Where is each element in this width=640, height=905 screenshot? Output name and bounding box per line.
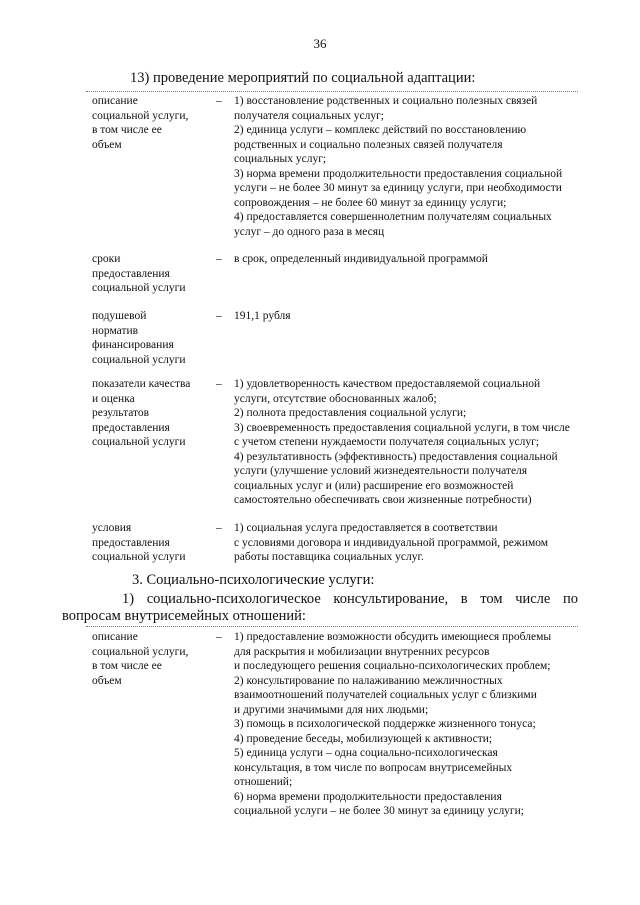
content-line: и другими значимыми для них людьми;: [234, 703, 429, 716]
rule-top: [86, 91, 578, 92]
content-line: с учетом степени нуждаемости получателя социальных услуг;: [234, 436, 540, 448]
label-line: финансирования: [92, 339, 174, 351]
subheading-word: числе: [515, 591, 551, 607]
label-line: социальной услуги: [92, 353, 186, 366]
content-line: социальных услуг и (или) расширение его возможностей: [234, 479, 514, 492]
per-capita-standard-content: [234, 309, 574, 324]
section-3-heading: 3. Социально-психологические услуги:: [132, 572, 375, 588]
label-line: в том числе ее: [92, 124, 162, 136]
content-line: 191,1 рубля: [234, 310, 291, 322]
dash-separator: –: [216, 631, 222, 643]
service-conditions-label: [92, 521, 212, 565]
label-line: показатели качества: [92, 378, 191, 390]
content-line: 1) восстановление родственных и социально полезных связей: [234, 95, 538, 107]
label-line: предоставления: [92, 267, 170, 280]
label-line: социальной услуги: [92, 551, 186, 563]
content-line: и последующего решения социально-психологических проблем;: [234, 660, 551, 672]
content-line: 2) полнота предоставления социальной услуги;: [234, 407, 467, 419]
rule-section-3: [86, 626, 578, 627]
label-line: условия: [92, 522, 132, 534]
service-description-content: [234, 94, 574, 239]
label-line: социальной услуги: [92, 282, 186, 294]
label-line: предоставления: [92, 536, 170, 549]
subheading-word: по: [562, 591, 578, 607]
content-line: в срок, определенный индивидуальной программой: [234, 253, 488, 265]
subheading-word: в: [460, 591, 468, 607]
content-line: родственных и социально полезных связей получателя: [234, 138, 503, 151]
psych-service-description-content: [234, 630, 574, 819]
content-line: услуги, отсутствие обоснованных жалоб;: [234, 392, 437, 405]
quality-indicators-content: [234, 377, 574, 508]
content-line: 4) результативность (эффективность) предоставления социальной: [234, 450, 558, 463]
subheading-word: социально-психологическое: [146, 591, 321, 607]
content-line: взаимоотношений получателей социальных услуг с близкими: [234, 689, 537, 701]
content-line: услуг – до одного раза в месяц: [234, 225, 385, 238]
content-line: услуги (улучшение условий жизнедеятельности получателя: [234, 465, 528, 477]
content-line: 1) удовлетворенность качеством предоставляемой социальной: [234, 378, 541, 390]
dash-separator: –: [216, 310, 222, 322]
service-terms-label: [92, 252, 212, 296]
per-capita-standard-label: [92, 309, 212, 367]
content-line: услуги – не более 30 минут за единицу услуги, при необходимости: [234, 182, 562, 194]
quality-indicators-label: [92, 377, 212, 450]
dash-separator: –: [216, 378, 222, 390]
content-line: 3) своевременность предоставления социальной услуги, в том числе: [234, 421, 570, 434]
label-line: норматив: [92, 324, 139, 337]
content-line: 1) предоставление возможности обсудить имеющиеся проблемы: [234, 631, 552, 643]
page-number: 36: [313, 36, 327, 51]
dash-separator: –: [216, 253, 222, 265]
content-line: социальной услуги – не более 30 минут за единицу услуги;: [234, 805, 524, 817]
content-line: самостоятельно обеспечивать свои жизненные потребности): [234, 494, 532, 506]
label-line: объем: [92, 138, 122, 151]
label-line: объем: [92, 674, 122, 687]
label-line: подушевой: [92, 310, 147, 322]
service-conditions-content: [234, 521, 574, 565]
psych-service-description-label: [92, 630, 212, 688]
section-3-subheading-line1: [122, 591, 578, 608]
label-line: описание: [92, 631, 138, 643]
subheading-word: консультирование,: [333, 591, 449, 607]
label-line: социальной услуги,: [92, 645, 189, 658]
content-line: 3) помощь в психологической поддержке жизненного тонуса;: [234, 718, 536, 730]
content-line: получателя социальных услуг;: [234, 109, 384, 122]
label-line: описание: [92, 95, 138, 107]
content-line: 4) проведение беседы, мобилизующей к активности;: [234, 732, 493, 745]
label-line: сроки: [92, 253, 121, 265]
label-line: социальной услуги: [92, 436, 186, 448]
label-line: социальной услуги,: [92, 109, 189, 122]
section-3-subheading-line2: вопросам внутрисемейных отношений:: [62, 608, 306, 624]
content-line: 5) единица услуги – одна социально-психологическая: [234, 747, 498, 759]
content-line: 4) предоставляется совершеннолетним получателям социальных: [234, 211, 552, 223]
label-line: в том числе ее: [92, 660, 162, 672]
service-terms-content: [234, 252, 574, 267]
dash-separator: –: [216, 95, 222, 107]
content-line: с условиями договора и индивидуальной программой, режимом: [234, 536, 549, 549]
service-description-label: [92, 94, 212, 152]
content-line: 2) консультирование по налаживанию межличностных: [234, 674, 503, 687]
content-line: отношений;: [234, 776, 293, 788]
content-line: работы поставщика социальных услуг.: [234, 551, 424, 563]
content-line: для раскрытия и мобилизации внутренних ресурсов: [234, 645, 490, 658]
section-13-heading: 13) проведение мероприятий по социальной адаптации:: [130, 70, 476, 86]
label-line: и оценка: [92, 392, 135, 405]
content-line: сопровождения – не более 60 минут за единицу услуги;: [234, 196, 507, 209]
label-line: предоставления: [92, 421, 170, 434]
content-line: консультация, в том числе по вопросам внутрисемейных: [234, 761, 513, 774]
subheading-word: том: [480, 591, 503, 607]
subheading-word: 1): [122, 591, 135, 607]
content-line: 6) норма времени продолжительности предоставления: [234, 790, 502, 803]
content-line: 3) норма времени продолжительности предоставления социальной: [234, 167, 563, 180]
label-line: результатов: [92, 407, 150, 419]
content-line: 1) социальная услуга предоставляется в соответствии: [234, 522, 498, 534]
content-line: 2) единица услуги – комплекс действий по восстановлению: [234, 124, 527, 136]
content-line: социальных услуг;: [234, 153, 327, 165]
dash-separator: –: [216, 522, 222, 534]
